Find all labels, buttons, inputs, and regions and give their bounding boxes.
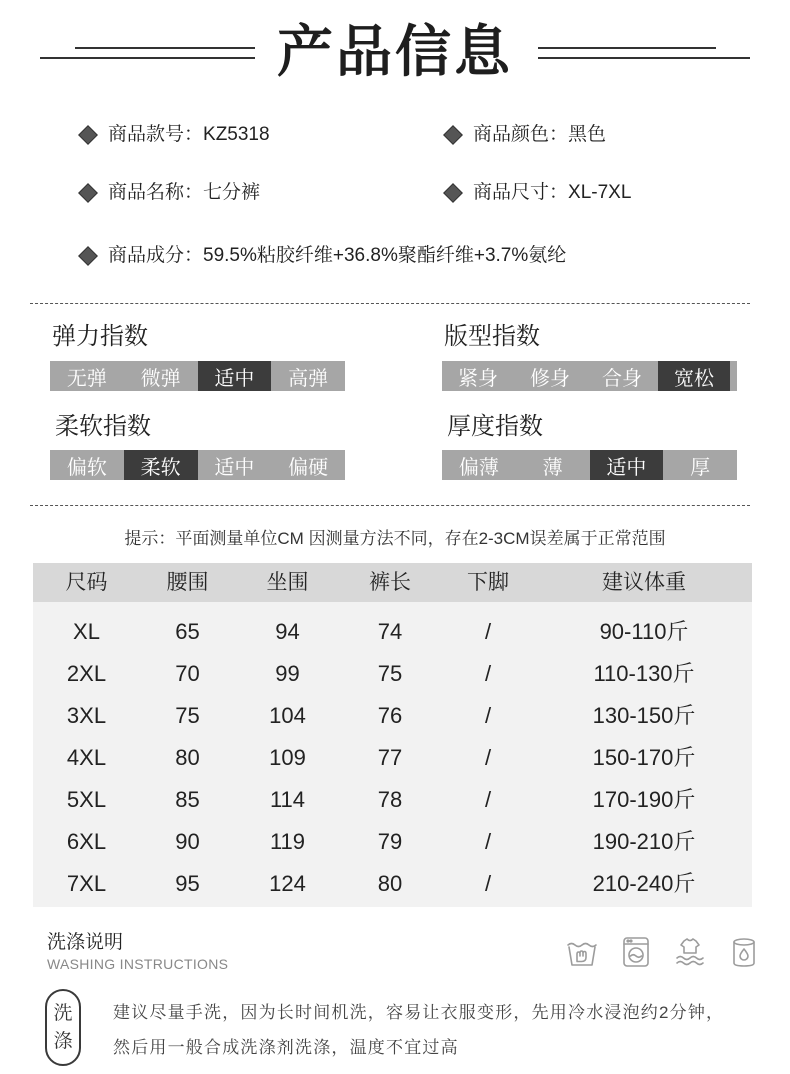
detergent-container-icon: [727, 935, 761, 969]
table-cell: 78: [377, 787, 403, 812]
table-cell: 104: [269, 703, 306, 728]
info-value: 黑色: [568, 124, 607, 145]
table-row: [33, 821, 752, 863]
table-cell: 77: [377, 745, 403, 770]
table-cell: 65: [175, 619, 200, 644]
table-cell: 119: [269, 829, 306, 854]
table-cell: 150-170斤: [592, 745, 696, 770]
info-value: XL-7XL: [568, 182, 632, 203]
softness-scale-bar: [50, 450, 345, 480]
table-cell: 75: [377, 661, 403, 686]
table-cell: 70: [175, 661, 200, 686]
table-cell: 75: [175, 703, 200, 728]
index-option-selected: 宽松: [658, 361, 730, 391]
info-item-size: [443, 180, 631, 206]
dashed-divider: [30, 505, 750, 506]
wash-instruction-line: 建议尽量手洗，因为长时间机洗，容易让衣服变形，先用冷水浸泡约2分钟，: [113, 1003, 725, 1022]
table-cell: 74: [377, 619, 403, 644]
index-option: 合身: [586, 361, 658, 391]
info-label: 商品成分：: [108, 245, 204, 266]
table-cell: XL: [73, 619, 100, 644]
table-cell: 2XL: [66, 661, 107, 686]
info-item-name: [78, 180, 260, 206]
index-option: 薄: [516, 450, 590, 480]
table-cell: 190-210斤: [592, 829, 696, 854]
table-cell: 95: [175, 871, 200, 896]
washing-subtitle: WASHING INSTRUCTIONS: [47, 956, 229, 972]
table-cell: /: [484, 661, 492, 686]
table-header-cell: 建议体重: [602, 571, 686, 594]
info-value: 七分裤: [203, 182, 261, 203]
diamond-bullet-icon: [78, 180, 98, 206]
table-cell: 109: [269, 745, 306, 770]
info-label: 商品款号：: [108, 124, 204, 145]
wash-badge-char: 涤: [53, 1030, 73, 1052]
table-header-cell: 腰围: [166, 571, 209, 594]
table-cell: 130-150斤: [592, 703, 696, 728]
diamond-bullet-icon: [78, 243, 98, 269]
table-row: [33, 737, 752, 779]
table-cell: 85: [175, 787, 200, 812]
fit-index-title: 版型指数: [444, 323, 540, 350]
info-value: 59.5%粘胶纤维+36.8%聚酯纤维+3.7%氨纶: [203, 245, 567, 266]
table-header-cell: 坐围: [266, 571, 309, 594]
diamond-bullet-icon: [443, 180, 463, 206]
index-option: 无弹: [50, 361, 124, 391]
index-option: 紧身: [442, 361, 514, 391]
title-line-right-top: [538, 47, 716, 49]
table-row: [33, 695, 752, 737]
table-cell: 210-240斤: [592, 871, 696, 896]
wash-badge: [45, 989, 81, 1066]
table-cell: /: [484, 829, 492, 854]
table-row: [33, 779, 752, 821]
dashed-divider: [30, 303, 750, 304]
page-title: 产品信息: [277, 20, 513, 83]
index-option: 偏软: [50, 450, 124, 480]
index-option-selected: 柔软: [124, 450, 198, 480]
table-cell: 124: [269, 871, 306, 896]
table-cell: 170-190斤: [592, 787, 696, 812]
table-cell: 80: [377, 871, 403, 896]
table-cell: 5XL: [66, 787, 107, 812]
elasticity-scale-bar: [50, 361, 345, 391]
table-row: [33, 653, 752, 695]
table-cell: 94: [275, 619, 300, 644]
wash-badge-char: 洗: [53, 1002, 73, 1024]
table-header-cell: 尺码: [65, 571, 108, 594]
table-row: [33, 611, 752, 653]
title-line-right-bottom: [538, 57, 750, 59]
table-cell: 3XL: [66, 703, 107, 728]
info-label: 商品名称：: [108, 182, 204, 203]
measurement-tip: 提示：平面测量单位CM 因测量方法不同，存在2-3CM误差属于正常范围: [124, 529, 666, 548]
table-header-cell: 下脚: [467, 571, 509, 594]
table-cell: 6XL: [66, 829, 107, 854]
soak-icon: [673, 935, 707, 969]
size-table-header: [33, 563, 752, 602]
table-cell: /: [484, 703, 492, 728]
index-option: 修身: [514, 361, 586, 391]
size-table-body: [33, 602, 752, 907]
table-cell: 76: [377, 703, 403, 728]
diamond-bullet-icon: [78, 122, 98, 148]
info-item-composition: [78, 243, 566, 269]
info-value: KZ5318: [203, 124, 270, 145]
info-item-style-number: [78, 122, 270, 148]
washing-title: 洗涤说明: [47, 932, 124, 953]
washing-icons: [565, 935, 761, 969]
index-option: 偏薄: [442, 450, 516, 480]
table-cell: 80: [175, 745, 200, 770]
table-cell: 99: [275, 661, 300, 686]
table-cell: 7XL: [66, 871, 107, 896]
hand-wash-icon: [565, 935, 599, 969]
table-cell: 110-130斤: [593, 661, 695, 686]
thickness-index-title: 厚度指数: [447, 413, 543, 440]
fit-scale-bar: [442, 361, 737, 391]
table-cell: 4XL: [66, 745, 107, 770]
table-row: [33, 863, 752, 905]
index-option: 微弹: [124, 361, 198, 391]
table-header-cell: 裤长: [369, 571, 411, 594]
index-option: 适中: [198, 450, 272, 480]
info-item-color: [443, 122, 606, 148]
table-cell: /: [484, 745, 492, 770]
diamond-bullet-icon: [443, 122, 463, 148]
elasticity-index-title: 弹力指数: [52, 323, 148, 350]
softness-index-title: 柔软指数: [55, 413, 151, 440]
table-cell: /: [484, 619, 492, 644]
index-option: 高弹: [271, 361, 345, 391]
info-label: 商品颜色：: [473, 124, 569, 145]
thickness-scale-bar: [442, 450, 737, 480]
index-option: 偏硬: [271, 450, 345, 480]
table-cell: /: [484, 871, 492, 896]
table-cell: 114: [269, 787, 306, 812]
table-cell: /: [484, 787, 492, 812]
index-option-selected: 适中: [198, 361, 272, 391]
washing-machine-icon: [619, 935, 653, 969]
wash-instruction-line: 然后用一般合成洗涤剂洗涤，温度不宜过高: [113, 1038, 459, 1057]
table-cell: 90: [175, 829, 200, 854]
index-option: 厚: [663, 450, 737, 480]
table-cell: 90-110斤: [599, 619, 689, 644]
index-option-selected: 适中: [590, 450, 664, 480]
info-label: 商品尺寸：: [473, 182, 569, 203]
table-cell: 79: [377, 829, 403, 854]
